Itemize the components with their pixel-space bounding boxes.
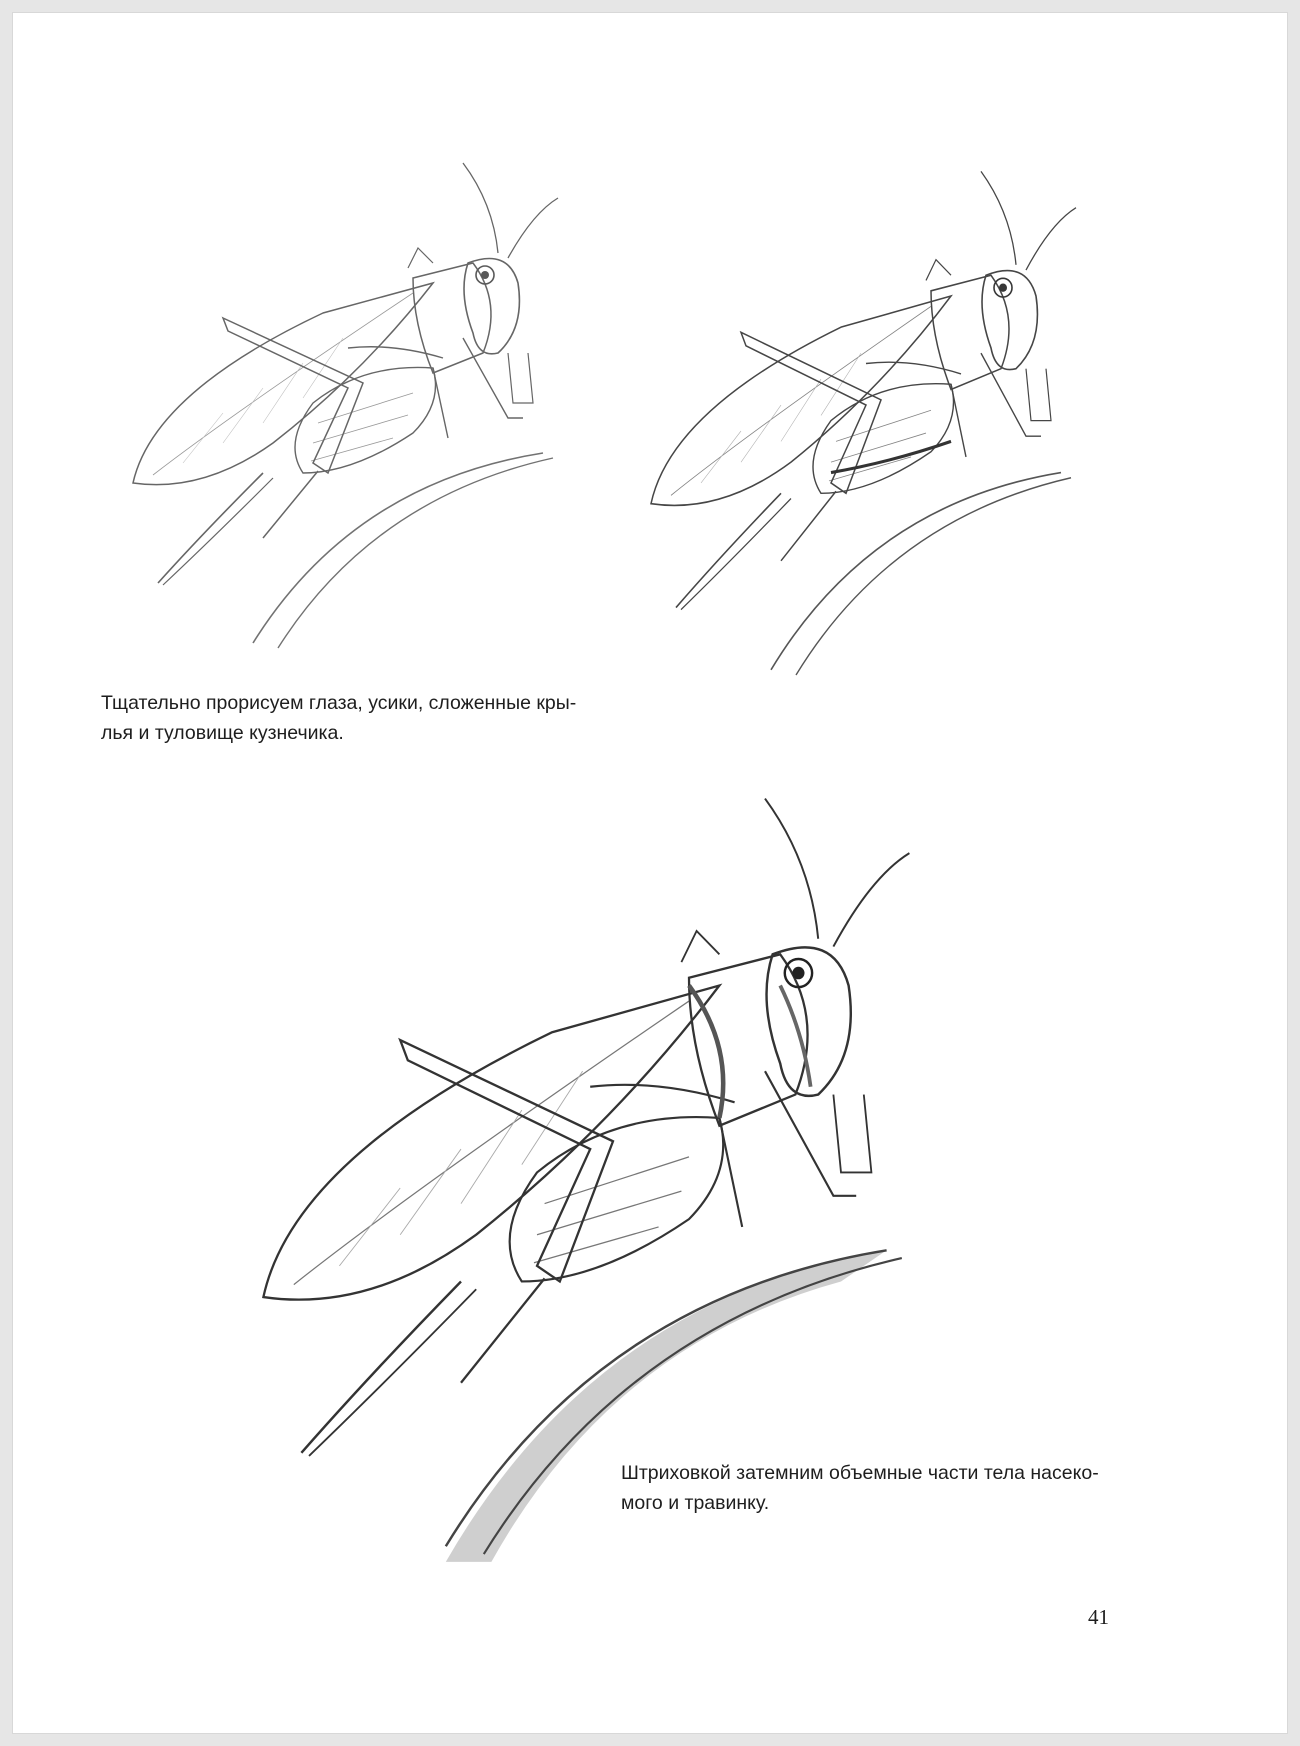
caption-step-two-line-1: Штриховкой затемним объемные части тела насеко- bbox=[621, 1462, 1099, 1484]
book-page bbox=[12, 12, 1288, 1734]
caption-step-one-line-1: Тщательно прорисуем глаза, усики, сложенные кры- bbox=[101, 692, 577, 714]
page-number: 41 bbox=[1088, 1605, 1109, 1629]
grasshopper-sketch-step-2 bbox=[631, 161, 1131, 701]
caption-step-one-line-2: лья и туловище кузнечика. bbox=[101, 722, 344, 744]
caption-step-one bbox=[101, 688, 576, 748]
caption-step-two bbox=[621, 1458, 1099, 1518]
grasshopper-sketch-step-1 bbox=[113, 153, 613, 673]
caption-step-two-line-2: мого и травинку. bbox=[621, 1492, 770, 1514]
